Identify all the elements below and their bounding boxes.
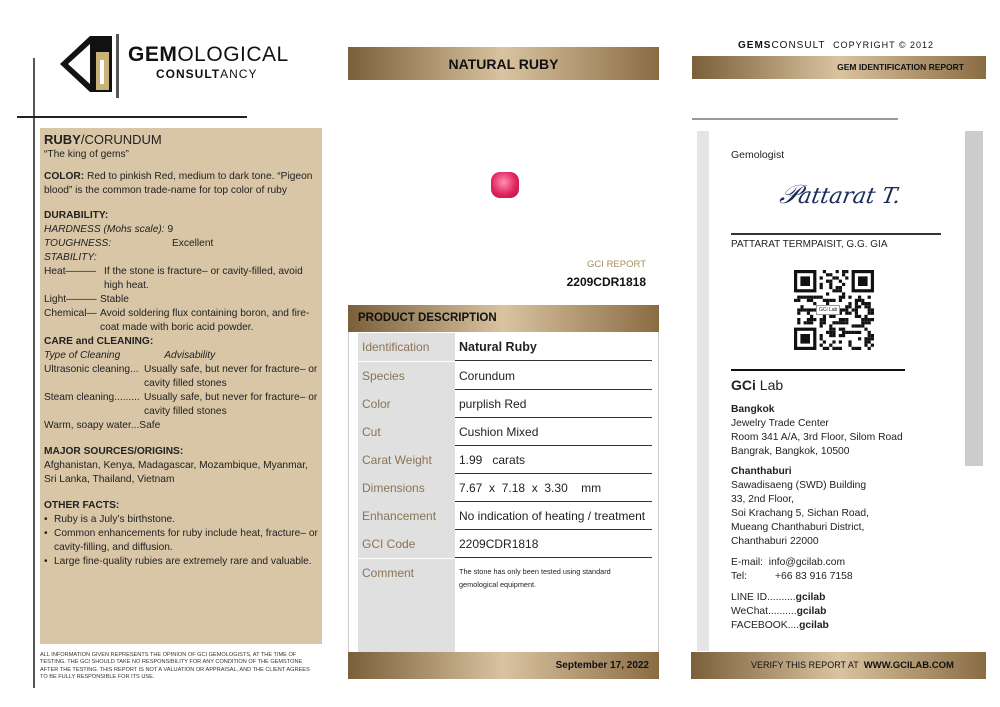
durability-heading: DURABILITY: (44, 210, 109, 221)
desc-row-cut (358, 418, 652, 446)
facebook-row: FACEBOOK....gcilab (731, 620, 829, 631)
row-label: Cut (358, 418, 455, 446)
wechat-row: WeChat..........gcilab (731, 606, 827, 617)
gemologist-label: Gemologist (731, 149, 785, 161)
row-label: Comment (358, 559, 455, 652)
signature-rule (731, 233, 941, 235)
signature-image: 𝒫attarat T. (777, 180, 903, 210)
address-line: Room 341 A/A, 3rd Floor, Silom Road (731, 432, 903, 443)
gci-logo-icon (58, 34, 122, 98)
sources-heading: MAJOR SOURCES/ORIGINS: (44, 446, 184, 457)
row-value: 7.67 x 7.18 x 3.30 mm (459, 481, 602, 495)
tel-row: Tel: +66 83 916 7158 (731, 571, 853, 582)
color-section: COLOR: Red to pinkish Red, medium to dark tone. “Pigeon blood” is the common trade-name for top color of ruby (44, 171, 313, 196)
row-value: 2209CDR1818 (459, 537, 539, 551)
row-value: 1.99 carats (459, 453, 526, 467)
fact-item: • Large fine-quality rubies are extremely rare and valuable. (44, 556, 312, 567)
email-link[interactable]: info@gcilab.com (768, 557, 846, 568)
row-value: Cushion Mixed (459, 425, 539, 439)
gem-title: RUBY/CORUNDUM (44, 132, 162, 147)
tagline: “The king of gems” (44, 149, 129, 160)
desc-row-enhancement (358, 502, 652, 530)
desc-row-species (358, 362, 652, 390)
right-top-rule (692, 118, 898, 120)
product-description-header: PRODUCT DESCRIPTION (348, 305, 659, 332)
sources-text: Afghanistan, Kenya, Madagascar, Mozambique, Myanmar, Sri Lanka, Thailand, Vietnam (44, 460, 308, 485)
chemical-row: Chemical— Avoid soldering flux containing boron, and fire-coat made with boric acid powder. (44, 308, 310, 333)
row-value: purplish Red (459, 397, 527, 411)
row-value: Corundum (459, 369, 516, 383)
brand-name: GEMOLOGICAL (128, 43, 289, 66)
care-heading: CARE and CLEANING: (44, 336, 154, 347)
desc-row-carat (358, 446, 652, 474)
address-line: Soi Krachang 5, Sichan Road, (731, 508, 869, 519)
left-guide-line (33, 58, 35, 688)
gem-identification-bar: GEM IDENTIFICATION REPORT (692, 56, 986, 79)
desc-row-gci-code (358, 530, 652, 558)
info-box (40, 128, 322, 644)
row-label: Dimensions (358, 474, 455, 502)
row-value: Natural Ruby (459, 340, 537, 354)
facts-heading: OTHER FACTS: (44, 500, 120, 511)
row-label: Identification (358, 333, 455, 361)
address-line: Jewelry Trade Center (731, 418, 829, 429)
desc-row-identification (358, 333, 652, 361)
right-right-grey-bar (965, 131, 983, 466)
fact-item: • Ruby is a July’s birthstone. (44, 514, 175, 525)
stability-label: STABILITY: (44, 252, 97, 263)
right-left-grey-bar (697, 131, 709, 651)
row-label: Color (358, 390, 455, 418)
row-label: Enhancement (358, 502, 455, 530)
qr-label: GCi Lab (816, 305, 840, 315)
address-line: 33, 2nd Floor, (731, 494, 794, 505)
verify-link[interactable]: WWW.GCILAB.COM (863, 660, 954, 671)
date-bar: September 17, 2022 (348, 652, 659, 679)
report-number: 2209CDR1818 (566, 275, 646, 289)
ultrasonic-row: Ultrasonic cleaning... Usually safe, but never for fracture– or cavity filled stones (44, 364, 318, 389)
desc-row-color (358, 390, 652, 418)
desc-row-comment (358, 559, 652, 652)
toughness-row: TOUGHNESS: Excellent (44, 238, 214, 249)
lab-title: GCi Lab (731, 377, 784, 393)
bangkok-heading: Bangkok (731, 404, 775, 415)
row-label: Carat Weight (358, 446, 455, 474)
line-row: LINE ID..........gcilab (731, 592, 826, 603)
row-value: No indication of heating / treatment (459, 509, 646, 523)
address-line: Bangrak, Bangkok, 10500 (731, 446, 850, 457)
verify-bar: VERIFY THIS REPORT AT WWW.GCILAB.COM (691, 652, 986, 679)
desc-right-guide (658, 332, 659, 652)
report-label: GCI REPORT (587, 259, 646, 270)
header-rule (17, 116, 247, 118)
heat-row: Heat——— If the stone is fracture– or cavity-filled, avoid high heat. (44, 266, 303, 291)
gemologist-name: PATTARAT TERMPAISIT, G.G. GIA (731, 239, 888, 250)
address-line: Mueang Chanthaburi District, (731, 522, 865, 533)
steam-row: Steam cleaning......... Usually safe, but never for fracture– or cavity filled stones (44, 392, 318, 417)
row-label: Species (358, 362, 455, 390)
fact-item: • Common enhancements for ruby include heat, fracture– or cavity-filling, and diffusion. (44, 528, 318, 553)
email-row: E-mail: info@gcilab.com (731, 557, 846, 568)
chanthaburi-heading: Chanthaburi (731, 466, 792, 477)
row-label: GCI Code (358, 530, 455, 558)
gem-image (491, 172, 519, 198)
address-line: Chanthaburi 22000 (731, 536, 819, 547)
hardness-row: HARDNESS (Mohs scale): 9 (44, 224, 174, 235)
comment-text: The stone has only been tested using standard gemological equipment. (459, 567, 611, 589)
brand-sub: CONSULTANCY (156, 67, 258, 81)
gemsconsult-copyright: GEMSCONSULT COPYRIGHT © 2012 (738, 40, 935, 51)
disclaimer: ALL INFORMATION GIVEN REPRESENTS THE OPINION OF GCI GEMOLOGISTS, AT THE TIME OF TESTING. THE GCI SHOULD TAKE NO RESPONSIBILITY FOR ANY CONDITION OF THE GEMSTONE AFTER THE TESTING. THIS REPORT IS NOT A VALUATION OR APPRAISAL, AND THE CLIENT AGREES TO BE FULLY RESPONSIBLE FOR ITS USE. (40, 652, 310, 680)
address-line: Sawadisaeng (SWD) Building (731, 480, 867, 491)
care-subheads: Type of Cleaning Advisability (44, 350, 216, 361)
desc-left-guide (348, 332, 349, 652)
desc-row-dimensions (358, 474, 652, 502)
lab-rule (731, 369, 905, 371)
warm-row: Warm, soapy water...Safe (44, 420, 161, 431)
natural-ruby-header: NATURAL RUBY (348, 47, 659, 80)
lab-addresses (731, 403, 903, 633)
light-row: Light——— Stable (44, 294, 129, 305)
